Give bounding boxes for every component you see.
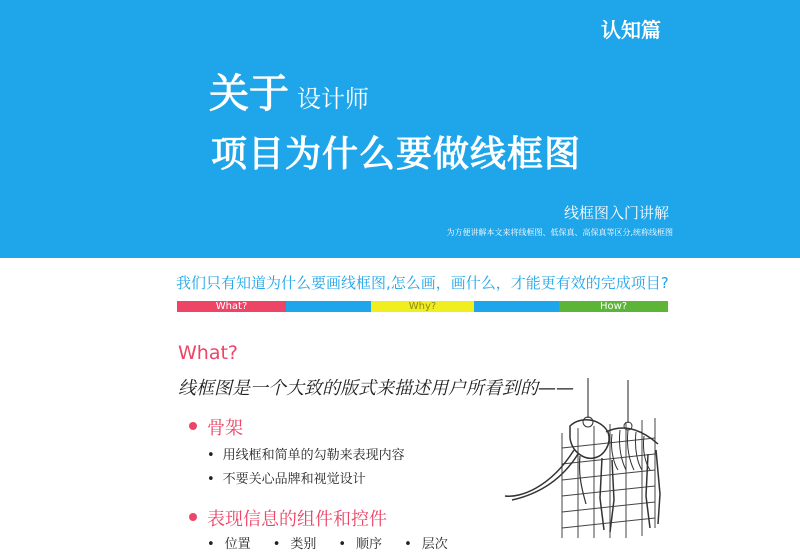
list-item: • 不要关心品牌和视觉设计 <box>207 468 366 487</box>
list-item: • 用线框和简单的勾勒来表现内容 <box>207 444 405 463</box>
components-title: 表现信息的组件和控件 <box>207 509 387 530</box>
banner-note: 为方便讲解本文来将线框图、低保真、高保真等区分,统称线框图 <box>446 228 673 237</box>
title-sub-word: 设计师 <box>297 85 369 113</box>
category-tag: 认知篇 <box>601 18 661 42</box>
list-item: • 层次 <box>404 533 448 552</box>
header-banner <box>0 0 800 258</box>
mammoth-skeleton-sketch <box>500 378 670 538</box>
bullet-dot <box>189 513 197 521</box>
segment-divider <box>286 301 371 312</box>
title-line-1 <box>209 62 369 119</box>
skeleton-title: 骨架 <box>207 418 243 439</box>
bullet-dot <box>189 422 197 430</box>
list-item: • 顺序 <box>338 533 382 552</box>
section-heading: What? <box>178 342 239 364</box>
title-main-word: 关于 <box>209 71 289 117</box>
list-item: • 类别 <box>273 533 317 552</box>
segment-how: How? <box>559 301 668 312</box>
page-title: 项目为什么要做线框图 <box>211 134 582 175</box>
what-why-how-bar <box>177 301 668 312</box>
segment-divider <box>474 301 559 312</box>
components-list <box>207 533 470 552</box>
list-item: • 位置 <box>207 533 251 552</box>
section-description: 线框图是一个大致的版式来描述用户所看到的—— <box>178 378 574 399</box>
banner-subtitle: 线框图入门讲解 <box>563 204 669 222</box>
segment-why: Why? <box>371 301 474 312</box>
intro-question: 我们只有知道为什么要画线框图,怎么画，画什么，才能更有效的完成项目? <box>176 274 669 292</box>
segment-what: What? <box>177 301 286 312</box>
